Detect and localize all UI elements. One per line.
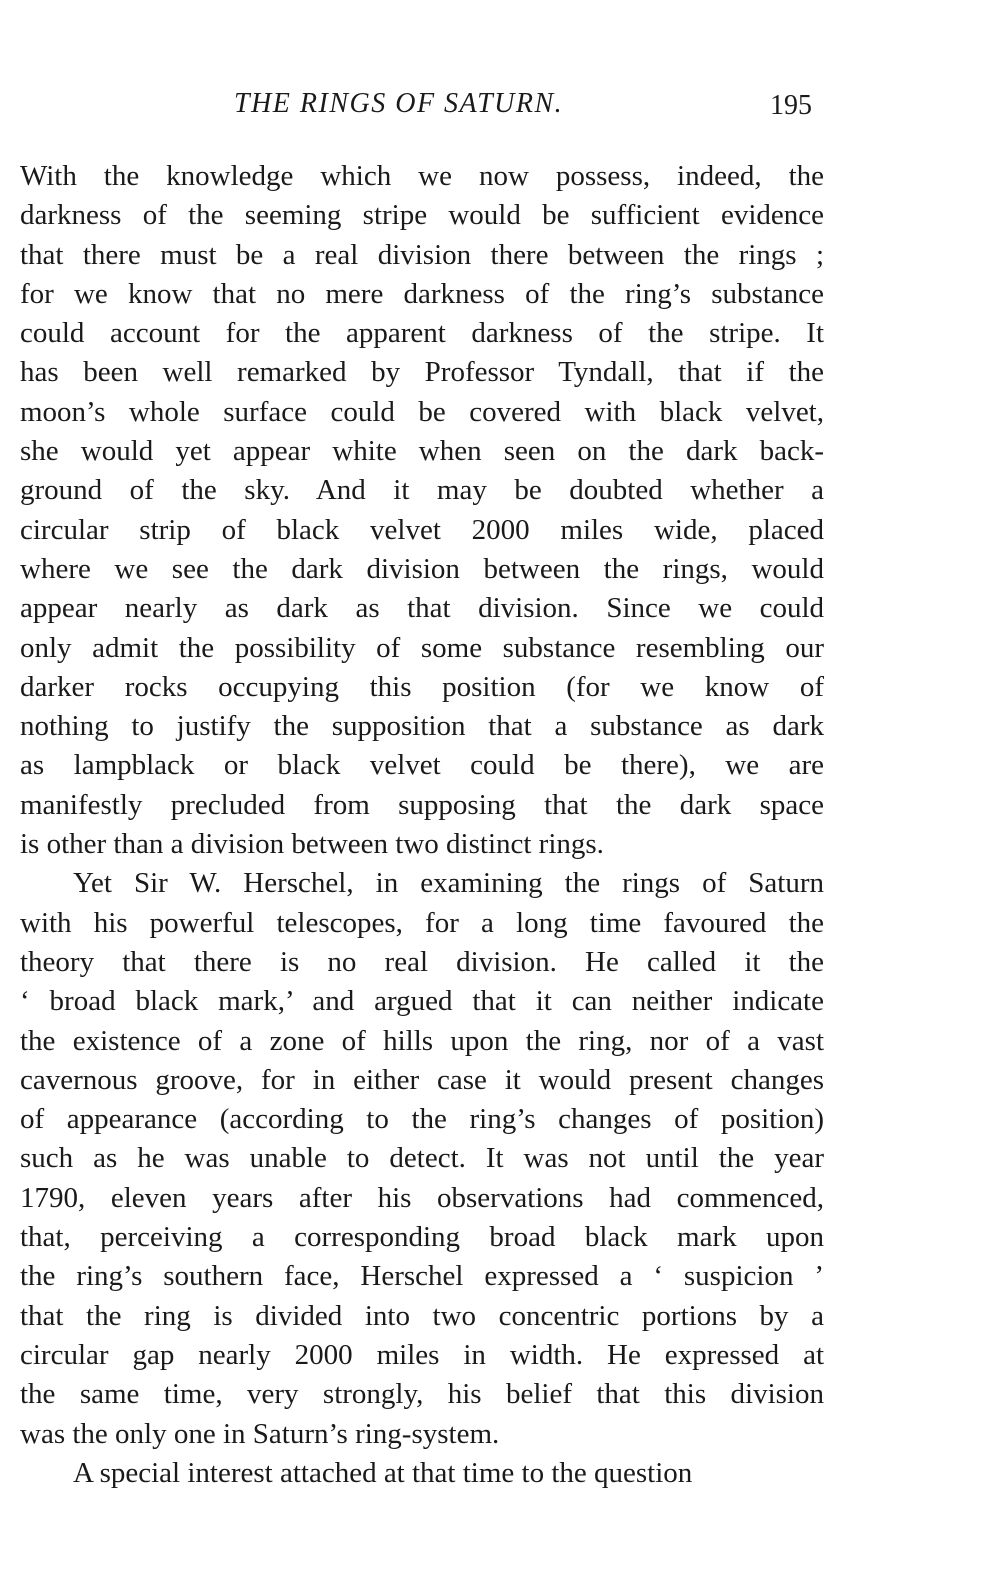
text-line: the existence of a zone of hills upon the ring, nor of a vast xyxy=(20,1024,824,1057)
text-line: 1790, eleven years after his observations had commenced, xyxy=(20,1181,824,1214)
text-line: theory that there is no real division. He called it the xyxy=(20,945,824,978)
page-number: 195 xyxy=(770,90,812,121)
text-line: the same time, very strongly, his belief that this division xyxy=(20,1378,824,1411)
text-line: was the only one in Saturn’s ring-system. xyxy=(20,1417,500,1450)
text-line: circular gap nearly 2000 miles in width. He expressed at xyxy=(20,1338,824,1371)
text-line: that the ring is divided into two concentric portions by a xyxy=(20,1299,824,1332)
text-line: of appearance (according to the ring’s changes of position) xyxy=(20,1103,824,1136)
text-line: where we see the dark division between the rings, would xyxy=(20,552,824,585)
text-line: such as he was unable to detect. It was not until the year xyxy=(20,1142,824,1175)
running-title: THE RINGS OF SATURN. xyxy=(234,88,564,119)
text-line: manifestly precluded from supposing that the dark space xyxy=(20,788,824,821)
text-line: ‘ broad black mark,’ and argued that it can neither indicate xyxy=(20,985,824,1018)
text-line: for we know that no mere darkness of the ring’s substance xyxy=(20,277,824,310)
text-line: that, perceiving a corresponding broad black mark upon xyxy=(20,1221,824,1254)
text-line: she would yet appear white when seen on the dark back- xyxy=(20,435,824,468)
text-line: has been well remarked by Professor Tyndall, that if the xyxy=(20,356,824,389)
running-head xyxy=(0,88,1000,128)
text-line: cavernous groove, for in either case it would present changes xyxy=(20,1063,824,1096)
text-line: only admit the possibility of some substance resembling our xyxy=(20,631,824,664)
text-line: is other than a division between two distinct rings. xyxy=(20,828,604,861)
text-line: as lampblack or black velvet could be there), we are xyxy=(20,749,824,782)
text-line: circular strip of black velvet 2000 miles wide, placed xyxy=(20,513,824,546)
body-text xyxy=(20,157,824,1493)
text-line: nothing to justify the supposition that a substance as dark xyxy=(20,710,824,743)
text-line: A special interest attached at that time to the question xyxy=(73,1456,693,1489)
text-line: Yet Sir W. Herschel, in examining the rings of Saturn xyxy=(73,867,824,900)
text-line: darker rocks occupying this position (for we know of xyxy=(20,670,824,703)
text-line: appear nearly as dark as that division. Since we could xyxy=(20,592,824,625)
text-line: that there must be a real division there between the rings ; xyxy=(20,238,824,271)
text-line: darkness of the seeming stripe would be sufficient evidence xyxy=(20,199,824,232)
text-line: could account for the apparent darkness of the stripe. It xyxy=(20,317,824,350)
text-line: the ring’s southern face, Herschel expressed a ‘ suspicion ’ xyxy=(20,1260,824,1293)
text-line: ground of the sky. And it may be doubted whether a xyxy=(20,474,824,507)
text-line: with his powerful telescopes, for a long time favoured the xyxy=(20,906,824,939)
text-line: moon’s whole surface could be covered with black velvet, xyxy=(20,395,824,428)
text-line: With the knowledge which we now possess, indeed, the xyxy=(20,160,824,192)
